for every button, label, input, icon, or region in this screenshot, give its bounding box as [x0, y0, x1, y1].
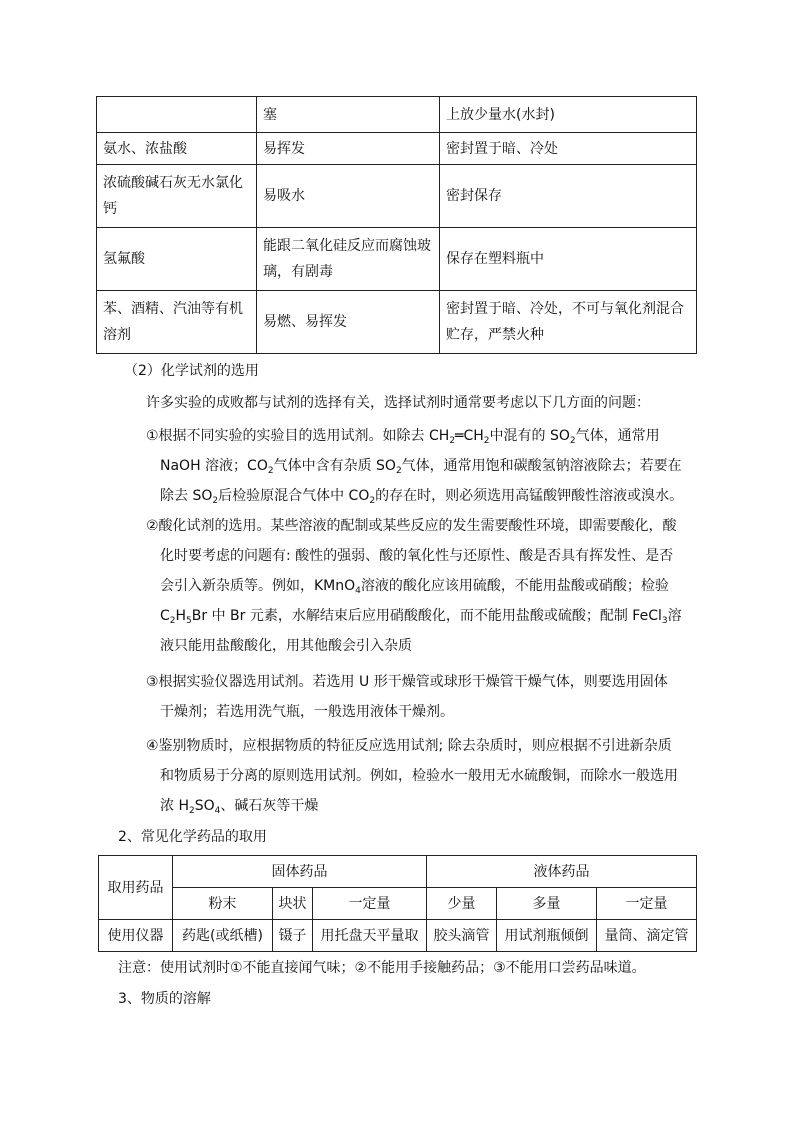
- note: 注意：使用试剂时①不能直接闻气味；②不能用手接触药品；③不能用口尝药品味道。: [118, 960, 646, 976]
- table-row: [99, 920, 697, 952]
- table-cell: 上放少量水(水封): [440, 97, 697, 133]
- table-cell: 塞: [257, 97, 440, 133]
- paragraph: 干燥剂；若选用洗气瓶，一般选用液体干燥剂。: [160, 704, 454, 720]
- table-cell: 用试剂瓶倾倒: [497, 920, 597, 952]
- table-cell: 易燃、易挥发: [257, 291, 440, 354]
- table-header-cell: 一定量: [597, 888, 697, 920]
- table-cell: 密封保存: [440, 165, 697, 228]
- table-cell: 密封置于暗、冷处，不可与氧化剂混合贮存，严禁火种: [440, 291, 697, 354]
- table-cell: [97, 97, 257, 133]
- section-heading: 2、常见化学药品的取用: [118, 829, 267, 845]
- table-header-cell: 固体药品: [173, 856, 427, 888]
- table-cell: 易吸水: [257, 165, 440, 228]
- storage-table: [96, 96, 697, 354]
- paragraph: 许多实验的成败都与试剂的选择有关，选择试剂时通常要考虑以下几方面的问题：: [146, 395, 650, 411]
- table-row: [99, 888, 697, 920]
- paragraph: 和物质易于分离的原则选用试剂。例如，检验水一般用无水硫酸铜，而除水一般选用: [160, 768, 678, 784]
- paragraph: 化时要考虑的问题有: 酸性的强弱、酸的氧化性与还原性、酸是否具有挥发性、是否: [160, 548, 674, 564]
- table-cell: 药匙(或纸槽): [173, 920, 273, 952]
- table-header-cell: 液体药品: [427, 856, 697, 888]
- table-cell: 能跟二氧化硅反应而腐蚀玻璃，有剧毒: [257, 228, 440, 291]
- table-row: [97, 228, 697, 291]
- table-header-cell: 多量: [497, 888, 597, 920]
- paragraph: ①根据不同实验的实验目的选用试剂。如除去 $CH_2═CH_2$中混有的 $SO_2$气体，通常用: [146, 428, 660, 446]
- table-row: [97, 97, 697, 133]
- paragraph: $C_2H_5Br$ 中 Br 元素，水解结束后应用硝酸酸化，而不能用盐酸或硫酸；配制 FeCl$_3$溶: [160, 608, 682, 626]
- table-cell: 使用仪器: [99, 920, 173, 952]
- section-heading: 3、物质的溶解: [118, 991, 211, 1007]
- section-heading: （2）化学试剂的选用: [124, 363, 259, 379]
- table-cell: 镊子: [273, 920, 313, 952]
- table-header-cell: 少量: [427, 888, 497, 920]
- table-cell: 氨水、浓盐酸: [97, 133, 257, 165]
- paragraph: 会引入新杂质等。例如，KMnO$_4$溶液的酸化应该用硫酸，不能用盐酸或硝酸；检验: [160, 578, 669, 596]
- table-row: [97, 165, 697, 228]
- table-row: [97, 291, 697, 354]
- table-cell: 密封置于暗、冷处: [440, 133, 697, 165]
- paragraph: ④鉴别物质时，应根据物质的特征反应选用试剂; 除去杂质时，则应根据不引进新杂质: [146, 738, 672, 754]
- table-header-cell: 取用药品: [99, 856, 173, 920]
- table-row: [97, 133, 697, 165]
- paragraph: 浓 $H_2SO_4$、碱石灰等干燥: [160, 798, 319, 816]
- table-cell: 苯、酒精、汽油等有机溶剂: [97, 291, 257, 354]
- paragraph: 液只能用盐酸酸化，用其他酸会引入杂质: [160, 638, 412, 654]
- reagent-taking-table: [98, 855, 697, 952]
- table-cell: 浓硫酸碱石灰无水氯化钙: [97, 165, 257, 228]
- paragraph: ③根据实验仪器选用试剂。若选用 U 形干燥管或球形干燥管干燥气体，则要选用固体: [146, 674, 668, 690]
- table-cell: 用托盘天平量取: [313, 920, 427, 952]
- paragraph: ②酸化试剂的选用。某些溶液的配制或某些反应的发生需要酸性环境，即需要酸化，酸: [146, 518, 677, 534]
- table-cell: 氢氟酸: [97, 228, 257, 291]
- table-cell: 保存在塑料瓶中: [440, 228, 697, 291]
- paragraph: NaOH 溶液；$CO_2$气体中含有杂质 $SO_2$气体，通常用饱和碳酸氢钠溶液除去；若要在: [160, 458, 682, 476]
- table-header-cell: 粉末: [173, 888, 273, 920]
- table-cell: 量筒、滴定管: [597, 920, 697, 952]
- table-header-cell: 一定量: [313, 888, 427, 920]
- table-header-cell: 块状: [273, 888, 313, 920]
- table-row: [99, 856, 697, 888]
- paragraph: 除去 $SO_2$后检验原混合气体中 $CO_2$的存在时，则必须选用高锰酸钾酸性溶液或溴水。: [160, 488, 684, 506]
- table-cell: 胶头滴管: [427, 920, 497, 952]
- table-cell: 易挥发: [257, 133, 440, 165]
